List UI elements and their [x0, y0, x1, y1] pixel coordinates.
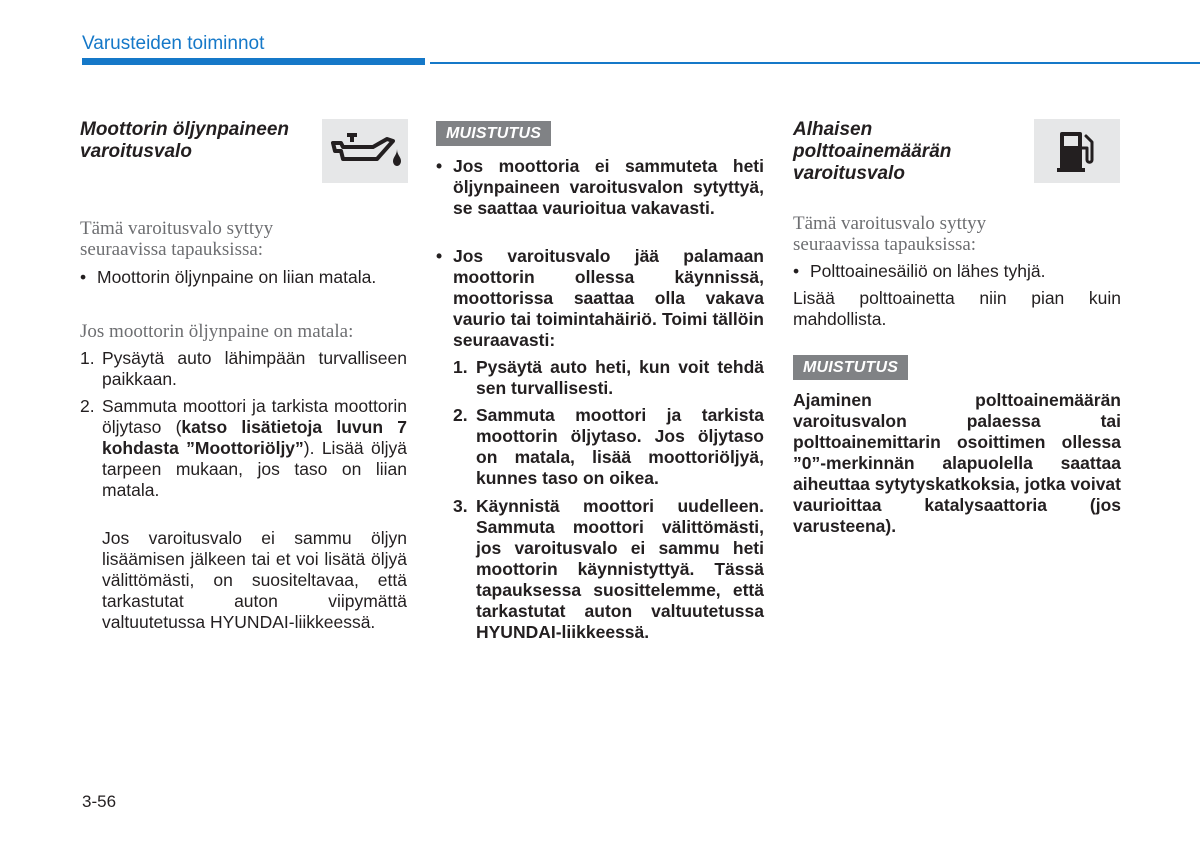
title-line: Alhaisen: [793, 119, 873, 140]
subheading-line: Tämä varoitusvalo syttyy: [80, 218, 274, 239]
step-text-part: ). Lisää öljyä tarpeen mukaan, jos taso on liian matala.: [102, 438, 407, 500]
step-text: Käynnistä moottori uudelleen. Sammuta moottori välittömästi, jos varoitusvalo ei sammu heti moottorin käynnistyttyä. Tässä tapauksessa suosittelemme, että tarkastutat auton valtuutetussa HYUNDAI-liikkeessä.: [476, 496, 764, 642]
step-text: [80, 396, 407, 501]
step-number: 2.: [453, 405, 468, 425]
oil-subheading: [80, 218, 410, 260]
step-item: [80, 396, 407, 501]
bullet-text: Polttoainesäiliö on lähes tyhjä.: [810, 261, 1046, 281]
header-rule: [430, 62, 1200, 64]
list-item: [80, 267, 410, 288]
low-fuel-section-title: [793, 119, 1013, 185]
bullet-text: Jos moottoria ei sammuteta heti öljynpaineen varoitusvalon sytyttyä, se saattaa vaurioitua vakavasti.: [453, 156, 764, 218]
step-item: [453, 496, 764, 643]
fuel-pump-icon: [1052, 126, 1102, 176]
step-item: [453, 405, 764, 489]
title-line: polttoainemäärän: [793, 141, 952, 162]
bullet-mark: •: [436, 246, 443, 266]
fuel-paragraph: [793, 288, 1121, 330]
step-number: 3.: [453, 496, 468, 516]
step-text-part: Sammuta moottori ja tarkista moottorin öljytaso (: [102, 396, 407, 437]
bullet-mark: •: [80, 267, 87, 287]
section-header-title: Varusteiden toiminnot: [82, 33, 265, 54]
caution-badge: MUISTUTUS: [793, 355, 908, 380]
list-item: [793, 261, 1121, 282]
subheading-line: seuraavissa tapauksissa:: [80, 239, 264, 260]
list-item: [436, 156, 764, 219]
caution-badge: MUISTUTUS: [436, 121, 551, 146]
step-number: 1.: [80, 348, 95, 368]
bullet-text: Moottorin öljynpaine on liian matala.: [97, 267, 377, 287]
subheading-line: Tämä varoitusvalo syttyy: [793, 213, 987, 234]
title-line: varoitusvalo: [793, 163, 905, 184]
step-item: [80, 348, 407, 390]
cross-reference: katso lisätietoja luvun 7 kohdasta ”Moottoriöljy”: [102, 417, 408, 458]
step-paragraph: Jos varoitusvalo ei sammu öljyn lisäämisen jälkeen tai et voi lisätä öljyä välittömästi, on suositeltavaa, että tarkastutat auton viipymättä valtuutetussa HYUNDAI-liikkeessä.: [102, 528, 407, 632]
step-text: Pysäytä auto heti, kun voit tehdä sen turvallisesti.: [476, 357, 764, 398]
step-number: 2.: [80, 396, 95, 416]
oil-pressure-icon-box: [322, 119, 408, 183]
subheading-line: seuraavissa tapauksissa:: [793, 234, 977, 255]
fuel-paragraph-text: Lisää polttoainetta niin pian kuin mahdollista.: [793, 288, 1121, 329]
step-text: Pysäytä auto lähimpään turvalliseen paikkaan.: [102, 348, 407, 389]
title-line: varoitusvalo: [80, 141, 192, 162]
page-number: 3-56: [82, 792, 117, 811]
low-fuel-icon-box: [1034, 119, 1120, 183]
bullet-mark: •: [793, 261, 800, 281]
fuel-subheading: [793, 213, 1121, 255]
bullet-mark: •: [436, 156, 443, 176]
low-oil-subheading: Jos moottorin öljynpaine on matala:: [80, 321, 354, 342]
step-text: Sammuta moottori ja tarkista moottorin öljytaso. Jos öljytaso on matala, lisää moottoriöljyä, kunnes taso on oikea.: [476, 405, 764, 488]
step-number: 1.: [453, 357, 468, 377]
oil-pressure-icon: [327, 129, 403, 173]
oil-pressure-section-title: [80, 119, 320, 163]
list-item: [436, 246, 764, 351]
fuel-caution-note: Ajaminen polttoainemäärän varoitusvalon palaessa tai polttoainemittarin osoittimen ollessa ”0”-merkinnän alapuolella saattaa aiheuttaa sytytyskatkoksia, jotka voivat vaurioittaa katalysaattoria (jos varusteena).: [793, 390, 1121, 536]
title-line: Moottorin öljynpaineen: [80, 119, 289, 140]
bullet-text: Jos varoitusvalo jää palamaan moottorin ollessa käynnissä, moottorissa saattaa olla vakava vaurio tai toimintahäiriö. Toimi tällöin seuraavasti:: [453, 246, 764, 350]
header-bar: [82, 58, 425, 65]
step-item: [453, 357, 764, 399]
